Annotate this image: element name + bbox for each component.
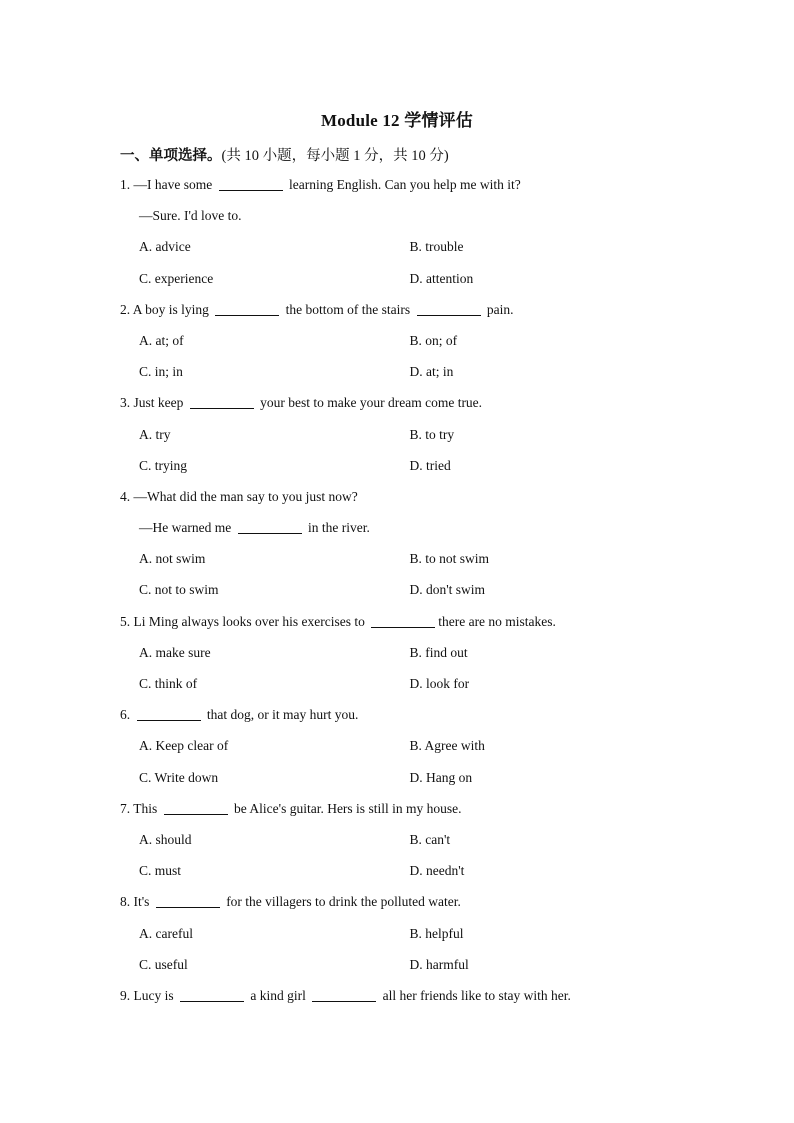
answer-option[interactable]: C. trying — [139, 457, 188, 473]
answer-option[interactable]: D. tried — [409, 457, 451, 473]
answer-option[interactable]: A. try — [139, 426, 171, 442]
answer-option[interactable]: A. at; of — [139, 332, 184, 348]
question-text: your best to make your dream come true. — [256, 395, 483, 411]
answer-blank[interactable] — [180, 987, 244, 1002]
answer-blank[interactable] — [238, 519, 302, 534]
answer-blank[interactable] — [219, 176, 283, 191]
question-text: This — [133, 800, 161, 816]
option-row — [120, 422, 680, 453]
question-text: there are no mistakes. — [438, 613, 556, 629]
answer-blank[interactable] — [137, 706, 201, 721]
answer-option[interactable]: C. Write down — [139, 769, 219, 785]
question-text: learning English. Can you help me with it? — [285, 177, 521, 192]
answer-option[interactable]: D. needn't — [409, 863, 465, 879]
question-number: 4. — [120, 488, 134, 504]
answer-blank[interactable] — [417, 301, 481, 316]
question-text: in the river. — [304, 520, 370, 536]
question-stem — [120, 172, 680, 203]
answer-option[interactable]: B. trouble — [409, 239, 464, 255]
option-row — [120, 733, 680, 764]
option-row — [120, 577, 680, 608]
answer-option[interactable]: A. should — [139, 831, 192, 847]
option-row — [120, 266, 680, 297]
answer-option[interactable]: D. harmful — [409, 956, 469, 972]
question-stem — [120, 983, 680, 1014]
answer-option[interactable]: D. attention — [409, 270, 474, 286]
answer-option[interactable]: A. Keep clear of — [139, 738, 229, 754]
page-title: Module 12 学情评估 — [320, 111, 474, 130]
answer-option[interactable]: B. helpful — [409, 925, 464, 941]
answer-option[interactable]: C. not to swim — [139, 582, 219, 598]
option-row — [120, 234, 680, 265]
question-text: —He warned me — [139, 520, 235, 536]
option-row — [120, 765, 680, 796]
answer-option[interactable]: D. look for — [409, 676, 470, 691]
answer-option[interactable]: A. not swim — [139, 551, 206, 567]
answer-option[interactable]: B. to try — [409, 426, 455, 442]
question-number: 9. — [120, 987, 134, 1003]
question-text: a kind girl — [247, 987, 310, 1003]
section-label: 一、单项选择。 — [120, 148, 222, 164]
answer-blank[interactable] — [312, 987, 376, 1002]
answer-option[interactable]: B. Agree with — [409, 738, 485, 754]
answer-option[interactable]: C. useful — [139, 956, 188, 972]
question-stem — [120, 796, 680, 827]
option-row — [120, 328, 680, 359]
question-list — [120, 172, 680, 1014]
question-number: 7. — [120, 800, 134, 816]
question-text: all her friends like to stay with her. — [379, 987, 571, 1003]
question-number: 5. — [120, 613, 134, 629]
option-row — [120, 546, 680, 577]
question-stem — [120, 889, 680, 920]
question-text: —I have some — [133, 177, 216, 192]
question-text: —What did the man say to you just now? — [133, 488, 358, 504]
question-text: A boy is lying — [132, 301, 213, 317]
question-text: the bottom of the stairs — [282, 301, 414, 317]
question-text: Li Ming always looks over his exercises to — [133, 613, 369, 629]
question-text: be Alice's guitar. Hers is still in my house. — [230, 800, 462, 816]
question-text: Just keep — [133, 395, 187, 411]
answer-blank[interactable] — [164, 800, 228, 815]
answer-option[interactable]: A. advice — [139, 239, 191, 255]
answer-option[interactable]: A. make sure — [139, 644, 211, 660]
answer-blank[interactable] — [371, 613, 435, 628]
option-row — [120, 952, 680, 983]
option-row — [120, 359, 680, 390]
answer-option[interactable]: C. in; in — [139, 364, 183, 380]
question-text: It's — [133, 894, 153, 910]
option-row — [120, 921, 680, 952]
question-reply — [120, 515, 680, 546]
answer-option[interactable]: C. must — [139, 863, 182, 879]
option-row — [120, 640, 680, 671]
question-text: for the villagers to drink the polluted water. — [222, 894, 461, 910]
answer-option[interactable]: C. experience — [139, 270, 214, 286]
answer-blank[interactable] — [156, 893, 220, 908]
answer-blank[interactable] — [215, 301, 279, 316]
answer-option[interactable]: A. careful — [139, 925, 193, 941]
question-number: 3. — [120, 395, 134, 411]
answer-option[interactable]: D. Hang on — [409, 769, 473, 785]
question-number: 1. — [120, 177, 134, 192]
question-number: 6. — [120, 707, 134, 723]
question-reply: —Sure. I'd love to. — [139, 208, 242, 224]
answer-option[interactable]: D. don't swim — [409, 582, 486, 598]
question-text: Lucy is — [133, 987, 177, 1003]
option-row — [120, 671, 680, 702]
option-row — [120, 827, 680, 858]
question-text: that dog, or it may hurt you. — [203, 707, 359, 723]
question-stem — [120, 484, 680, 515]
section-heading — [120, 144, 449, 165]
answer-blank[interactable] — [190, 394, 254, 409]
question-number: 2. — [120, 301, 133, 317]
answer-option[interactable]: B. to not swim — [409, 551, 490, 567]
option-row — [120, 858, 680, 889]
question-stem — [120, 609, 680, 640]
question-number: 8. — [120, 894, 134, 910]
option-row — [120, 453, 680, 484]
answer-option[interactable]: B. on; of — [409, 332, 458, 348]
question-stem — [120, 297, 680, 328]
question-stem — [120, 702, 680, 733]
question-stem — [120, 390, 680, 421]
answer-option[interactable]: B. find out — [409, 644, 468, 660]
answer-option[interactable]: C. think of — [139, 676, 198, 691]
answer-option[interactable]: B. can't — [409, 831, 451, 847]
answer-option[interactable]: D. at; in — [409, 364, 454, 380]
section-note: (共 10 小题，每小题 1 分，共 10 分) — [221, 148, 449, 164]
question-text: pain. — [483, 301, 514, 317]
